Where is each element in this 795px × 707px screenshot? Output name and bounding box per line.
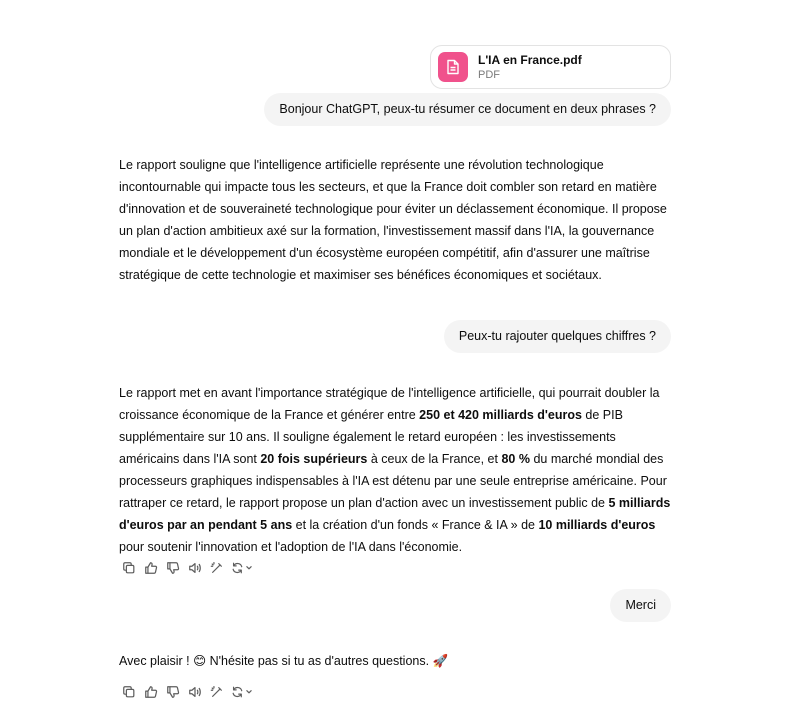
attachment-type: PDF [478, 68, 500, 81]
message-actions [121, 560, 255, 576]
highlight-figure: 10 milliards d'euros [538, 518, 656, 532]
thumbs-up-icon[interactable] [143, 685, 158, 700]
user-message: Merci [610, 589, 671, 622]
smile-emoji: 😊 [193, 654, 207, 668]
regenerate-icon[interactable] [231, 561, 255, 576]
highlight-figure: 250 et 420 milliards d'euros [419, 408, 582, 422]
regenerate-icon[interactable] [231, 685, 255, 700]
thumbs-up-icon[interactable] [143, 561, 158, 576]
copy-icon[interactable] [121, 561, 136, 576]
attachment-name: L'IA en France.pdf [478, 52, 582, 67]
highlight-figure: 5 milliards d'euros par an pendant 5 ans [119, 496, 671, 532]
edit-canvas-icon[interactable] [209, 561, 224, 576]
assistant-message: Le rapport met en avant l'importance stratégique de l'intelligence artificielle, qui pourrait doubler la croissance économique de la France et générer entre 250 et 420 milliards d'euros de PIB supplémentaire sur 10 ans. Il souligne également le retard européen : les investissements américains dans l'IA sont 20 fois supérieurs à ceux de la France, et 80 % du marché mondial des processeurs graphiques indispensables à l'IA est détenu par une seule entreprise américaine. Pour rattraper ce retard, le rapport propose un plan d'action avec un investissement public de 5 milliards d'euros par an pendant 5 ans et la création d'un fonds « France & IA » de 10 milliards d'euros pour soutenir l'innovation et l'adoption de l'IA dans l'économie. [119, 386, 671, 554]
copy-icon[interactable] [121, 685, 136, 700]
highlight-figure: 20 fois supérieurs [260, 452, 368, 466]
message-actions [121, 684, 255, 700]
read-aloud-icon[interactable] [187, 561, 202, 576]
highlight-figure: 80 % [501, 452, 530, 466]
rocket-emoji: 🚀 [432, 654, 449, 668]
thumbs-down-icon[interactable] [165, 685, 180, 700]
read-aloud-icon[interactable] [187, 685, 202, 700]
assistant-message: Avec plaisir ! 😊 N'hésite pas si tu as d'autres questions. 🚀 [119, 654, 449, 668]
attachment-card[interactable] [430, 45, 671, 89]
thumbs-down-icon[interactable] [165, 561, 180, 576]
edit-canvas-icon[interactable] [209, 685, 224, 700]
document-icon [438, 52, 468, 82]
user-message: Peux-tu rajouter quelques chiffres ? [444, 320, 671, 353]
assistant-message: Le rapport souligne que l'intelligence artificielle représente une révolution technologique incontournable qui impacte tous les secteurs, et que la France doit combler son retard en matière d'innovation et de souveraineté technologique pour éviter un déclassement économique. Il propose un plan d'action ambitieux axé sur la formation, l'investissement massif dans l'IA, la gouvernance mondiale et le développement d'un écosystème européen compétitif, afin d'assurer une maîtrise stratégique de cette technologie et maximiser ses bénéfices économiques et sociétaux. [119, 158, 667, 282]
user-message: Bonjour ChatGPT, peux-tu résumer ce document en deux phrases ? [264, 93, 671, 126]
